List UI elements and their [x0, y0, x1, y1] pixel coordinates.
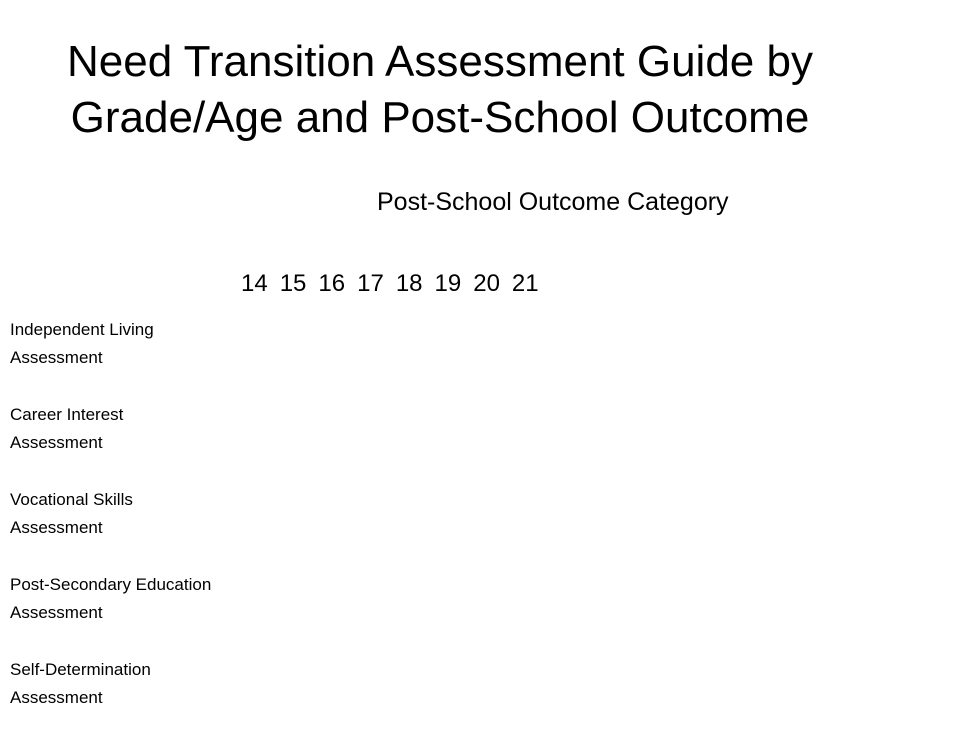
age-header-row — [241, 269, 539, 299]
category-post-secondary-education — [10, 571, 211, 656]
category-label-line-1: Self-Determination — [10, 660, 151, 679]
assessment-category-list — [10, 316, 211, 741]
slide-title-line-1: Need Transition Assessment Guide by — [67, 37, 813, 86]
category-label-line-2: Assessment — [10, 348, 103, 367]
category-career-interest — [10, 401, 211, 486]
category-label-line-1: Post-Secondary Education — [10, 575, 212, 594]
outcome-category-heading: Post-School Outcome Category — [377, 188, 729, 216]
age-label: 15 — [279, 270, 307, 297]
category-label-line-2: Assessment — [10, 518, 103, 537]
category-self-determination — [10, 656, 211, 741]
category-vocational-skills — [10, 486, 211, 571]
category-label-line-1: Vocational Skills — [10, 490, 133, 509]
category-label-line-2: Assessment — [10, 688, 103, 707]
category-label-line-2: Assessment — [10, 433, 103, 452]
age-label: 18 — [395, 270, 423, 297]
age-label: 20 — [473, 270, 500, 297]
category-label-line-1: Independent Living — [10, 320, 154, 339]
age-label: 16 — [318, 270, 346, 297]
age-label: 17 — [357, 270, 384, 297]
category-label-line-2: Assessment — [10, 603, 103, 622]
category-independent-living — [10, 316, 211, 401]
category-label-line-1: Career Interest — [10, 405, 124, 424]
slide-title — [0, 34, 880, 146]
age-label: 14 — [241, 270, 268, 297]
age-label: 19 — [434, 270, 462, 297]
age-label: 21 — [511, 270, 539, 297]
slide-title-line-2: Grade/Age and Post-School Outcome — [70, 93, 810, 142]
